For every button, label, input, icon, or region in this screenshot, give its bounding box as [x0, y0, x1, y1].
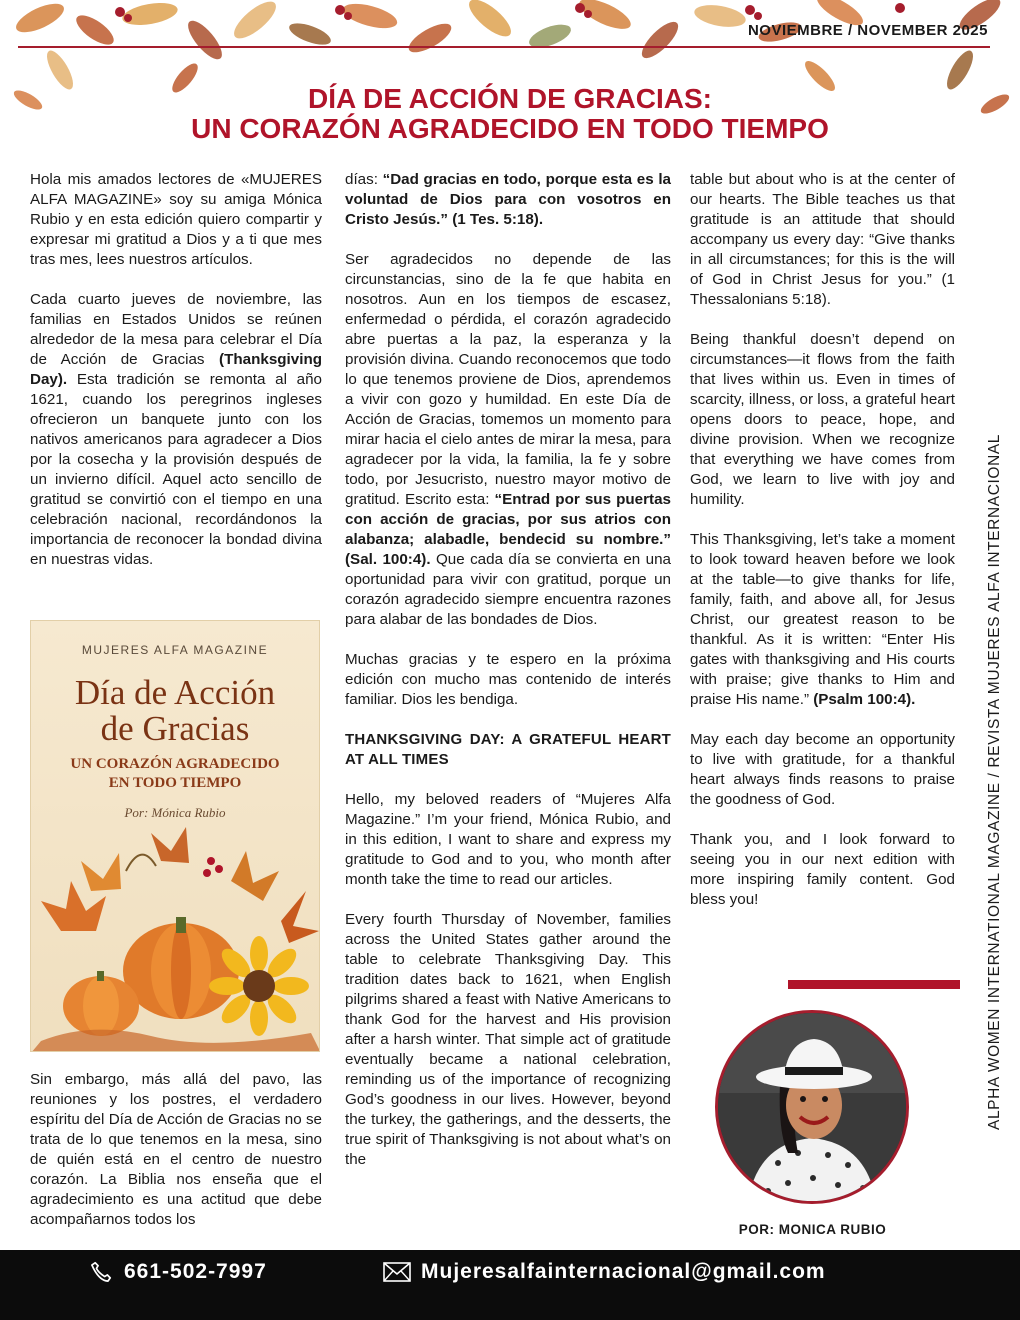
paragraph: Hola mis amados lectores de «MUJERES ALFA MAGAZINE» soy su amiga Mónica Rubio y en esta edición quiero compartir y expresar mi gratitud a Dios y a ti que mes tras mes, lees nuestros artículos. — [30, 171, 322, 268]
phone-number: 661-502-7997 — [124, 1260, 267, 1283]
headline-line-1: DÍA DE ACCIÓN DE GRACIAS: — [308, 83, 712, 114]
footer-email[interactable] — [383, 1250, 826, 1294]
paragraph: Cada cuarto jueves de noviembre, las familias en Estados Unidos se reúnen alrededor de la mesa para celebrar el Día de Acción de Gracias (Thanksgiving Day). Esta tradición se remonta al año 1621, cuando los peregrinos ingleses ofrecieron un banquete junto con los nativos americanos para agradecer a Dios por la cosecha y la provisión después de un invierno difícil. Aquel acto sencillo de gratitud se convirtió con el tiempo en una celebración nacional, recordándonos la importancia de reconocer la bondad divina en nuestras vidas. — [30, 291, 322, 568]
paragraph: Every fourth Thursday of November, families across the United States gather around the table to celebrate Thanksgiving Day. This tradition dates back to 1621, when English pilgrims shared a feast with Native Americans to thank God for the harvest and His provision after a harsh winter. That simple act of gratitude eventually became a national celebration, reminding us of the importance of recognizing God’s goodness in our lives. However, beyond the turkey, the gatherings, and the desserts, the true spirit of Thanksgiving is not about what’s on the — [345, 911, 671, 1168]
phone-icon — [88, 1259, 114, 1285]
paragraph: May each day become an opportunity to live with gratitude, for a thankful heart always finds reasons to praise the goodness of God. — [690, 731, 955, 808]
column-1-bottom — [30, 1070, 322, 1250]
accent-bar — [788, 980, 960, 989]
paragraph: Sin embargo, más allá del pavo, las reuniones y los postres, el verdadero espíritu del Día de Acción de Gracias no se trata de lo que tenemos en la mesa, sino de quién está en el centro de nuestro corazón. La Biblia nos enseña que el agradecimiento es una actitud que debe acompañarnos todos los — [30, 1071, 322, 1228]
headline-line-2: UN CORAZÓN AGRADECIDO EN TODO TIEMPO — [191, 113, 829, 144]
paragraph: Hello, my beloved readers of “Mujeres Alfa Magazine.” I’m your friend, Mónica Rubio, and in this edition, I want to share and express my gratitude to God and to you, who month after month take the time to read our articles. — [345, 791, 671, 888]
cover-subtitle: UN CORAZÓN AGRADECIDO EN TODO TIEMPO — [70, 756, 280, 791]
cover-byline: Por: Mónica Rubio — [124, 805, 226, 820]
paragraph: Being thankful doesn’t depend on circumstances—it flows from the faith that lives within us. Even in times of scarcity, illness, or loss, a grateful heart opens doors to peace, hope, and divine provision. When we recognize that everything we have comes from God, we learn to live with joy and humility. — [690, 331, 955, 508]
column-2 — [345, 170, 671, 1190]
paragraph: Ser agradecidos no depende de las circunstancias, sino de la fe que habita en nosotros. Aun en los tiempos de escasez, enfermedad o pérdida, el corazón agradecido abre puertas a la paz, la esperanza y la provisión divina. Cuando reconocemos que todo lo que tenemos proviene de Dios, aprendemos a vivir con gozo y humildad. En este Día de Acción de Gracias, tomemos un momento para mirar hacia el cielo antes de mirar la mesa, para agradecer por la vida, la familia, la fe y sobre todo, por Jesucristo, nuestro mayor motivo de gratitud. Escrito esta: “Entrad por sus puertas con acción de gracias, por sus atrios con alabanza; alabadle, bendecid su nombre.” (Sal. 100:4). Que cada día se convierta en una oportunidad para vivir con gratitud, porque un corazón agradecido siempre encuentra razones para alabar de las bondades de Dios. — [345, 251, 671, 628]
column-1-top — [30, 170, 322, 590]
issue-date: NOVIEMBRE / NOVEMBER 2025 — [747, 22, 988, 39]
column-3 — [690, 170, 955, 930]
book-cover — [30, 620, 320, 1052]
cover-title: Día de Acción de Gracias — [74, 673, 276, 748]
header-rule — [18, 46, 990, 48]
author-byline: POR: MONICA RUBIO — [738, 1222, 887, 1237]
vertical-magazine-name: ALPHA WOMEN INTERNATIONAL MAGAZINE / REVISTA MUJERES ALFA INTERNACIONAL — [986, 433, 1003, 1130]
section-heading: THANKSGIVING DAY: A GRATEFUL HEART AT ALL TIMES — [345, 731, 671, 768]
paragraph: table but about who is at the center of our hearts. The Bible teaches us that gratitude is an attitude that should accompany us every day: “Give thanks in all circumstances; for this is the will of God in Christ Jesus for you.” (1 Thessalonians 5:18). — [690, 171, 955, 308]
paragraph: Thank you, and I look forward to seeing you in our next edition with more inspiring family content. God bless you! — [690, 831, 955, 908]
pumpkin-sunflower-illustration — [31, 821, 320, 1052]
envelope-icon — [383, 1261, 411, 1283]
article-headline — [0, 84, 1020, 144]
footer-bar — [0, 1250, 1020, 1320]
cover-brand: MUJERES ALFA MAGAZINE — [81, 643, 269, 657]
footer-phone[interactable] — [88, 1250, 267, 1294]
author-portrait — [715, 1010, 909, 1204]
paragraph: Muchas gracias y te espero en la próxima edición con mucho mas contenido de interés familiar. Dios les bendiga. — [345, 651, 671, 708]
email-address: Mujeresalfainternacional@gmail.com — [421, 1260, 826, 1283]
paragraph: This Thanksgiving, let’s take a moment to look toward heaven before we look at the table—to give thanks for life, family, faith, and above all, for Jesus Christ, our greatest reason to be thankful. As it is written: “Enter His gates with thanksgiving and His courts with praise; give thanks to Him and praise His name.” (Psalm 100:4). — [690, 531, 955, 708]
author-photo-illustration — [718, 1013, 906, 1201]
paragraph: días: “Dad gracias en todo, porque esta es la voluntad de Dios para con vosotros en Cristo Jesús.” (1 Tes. 5:18). — [345, 171, 671, 228]
